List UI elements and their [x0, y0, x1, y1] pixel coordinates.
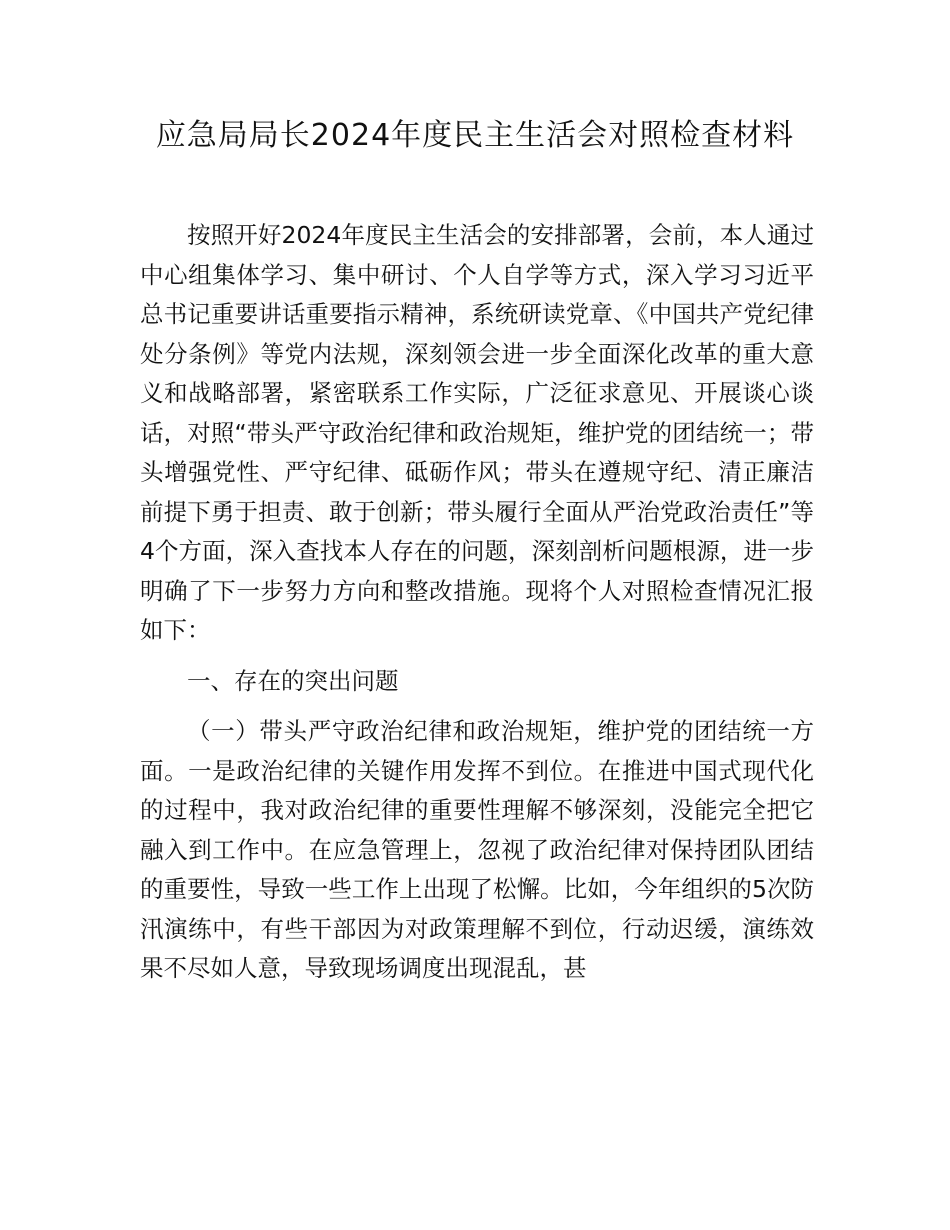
document-body — [140, 216, 814, 989]
intro-paragraph: 按照开好2024年度民主生活会的安排部署，会前，本人通过中心组集体学习、集中研讨、个人自学等方式，深入学习习近平总书记重要讲话重要指示精神，系统研读党章、《中国共产党纪律处分条例》等党内法规，深刻领会进一步全面深化改革的重大意义和战略部署，紧密联系工作实际，广泛征求意见、开展谈心谈话，对照“带头严守政治纪律和政治规矩，维护党的团结统一；带头增强党性、严守纪律、砥砺作风；带头在遵规守纪、清正廉洁前提下勇于担责、敢于创新；带头履行全面从严治党政治责任”等4个方面，深入查找本人存在的问题，深刻剖析问题根源，进一步明确了下一步努力方向和整改措施。现将个人对照检查情况汇报如下： — [140, 221, 814, 644]
document-title: 应急局局长2024年度民主生活会对照检查材料 — [155, 118, 795, 153]
section-paragraph: （一）带头严守政治纪律和政治规矩，维护党的团结统一方面。一是政治纪律的关键作用发挥不到位。在推进中国式现代化的过程中，我对政治纪律的重要性理解不够深刻，没能完全把它融入到工作中。在应急管理上，忽视了政治纪律对保持团队团结的重要性，导致一些工作上出现了松懈。比如，今年组织的5次防汛演练中，有些干部因为对政策理解不到位，行动迟缓，演练效果不尽如人意，导致现场调度出现混乱，甚 — [140, 717, 814, 982]
section-heading: 一、存在的突出问题 — [187, 666, 399, 695]
